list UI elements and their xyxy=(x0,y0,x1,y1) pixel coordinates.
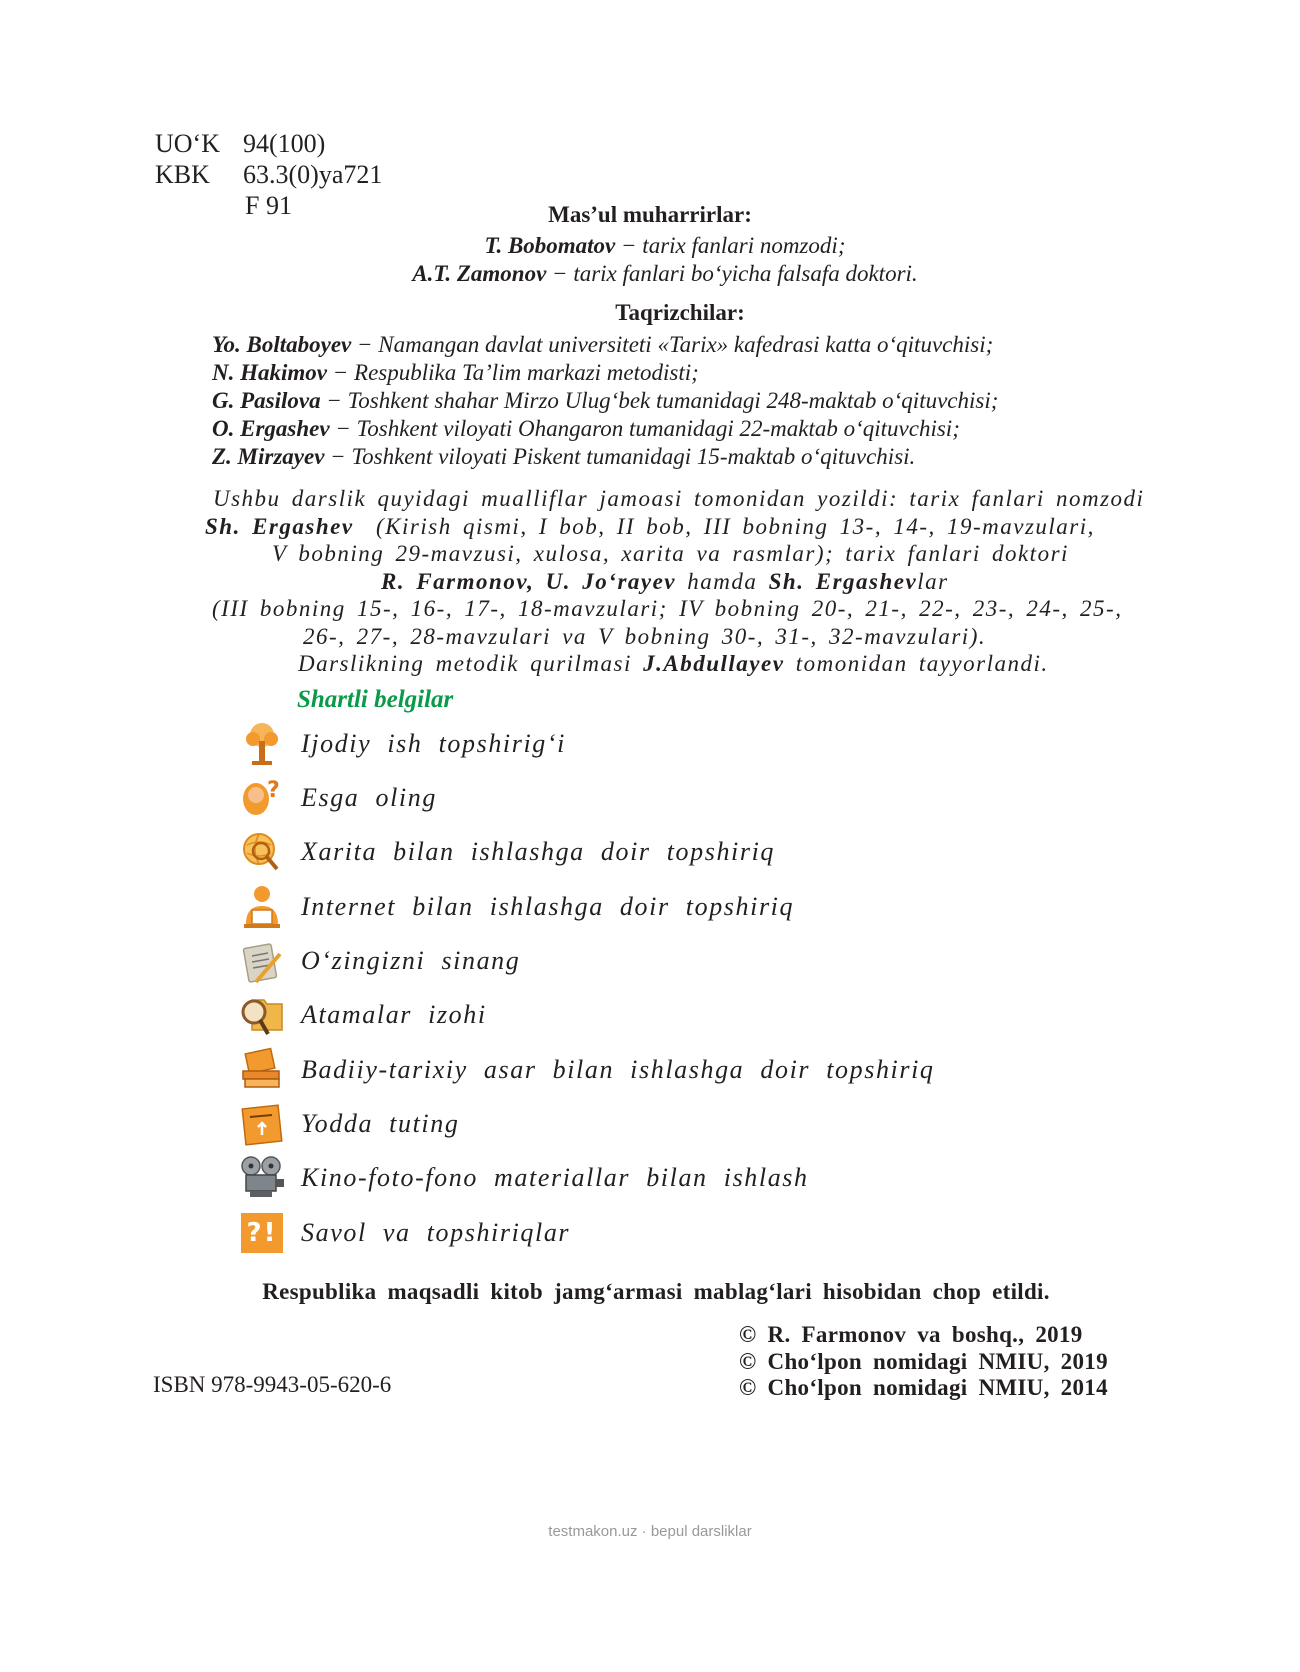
legend-item: Atamalar izohi xyxy=(236,991,487,1039)
authors-line-2: Sh. Ergashev (Kirish qismi, I bob, II bob, III bobning 13-, 14-, 19-mavzulari, xyxy=(205,513,1095,539)
reviewer-line: Yo. Boltaboyev − Namangan davlat universiteti «Tarix» kafedrasi katta o‘qituvchisi; xyxy=(212,332,994,357)
copyright-line: © Cho‘lpon nomidagi NMIU, 2019 xyxy=(739,1348,1108,1374)
books-icon xyxy=(236,1046,288,1094)
legend-item: Internet bilan ishlashga doir topshiriq xyxy=(236,883,794,931)
authors-line-6: 26-, 27-, 28-mavzulari va V bobning 30-, 31-, 32-mavzulari). xyxy=(303,623,987,649)
reviewer-line: G. Pasilova − Toshkent shahar Mirzo Ulug‘bek tumanidagi 248-maktab o‘qituvchisi; xyxy=(212,388,999,413)
editors-list xyxy=(0,232,1300,288)
legend-item: Xarita bilan ishlashga doir topshiriq xyxy=(236,828,775,876)
kbk-row: KBK 63.3(0)ya721 xyxy=(155,160,383,189)
authors-line-3: V bobning 29-mavzusi, xulosa, xarita va rasmlar); tarix fanlari doktori xyxy=(272,541,1069,566)
footer-watermark: testmakon.uz · bepul darsliklar xyxy=(548,1523,752,1540)
question-exclamation-icon: ?! xyxy=(236,1209,288,1257)
authors-line-7: Darslikning metodik qurilmasi J.Abdullayev tomonidan tayyorlandi. xyxy=(298,651,1049,676)
editors-heading: Mas’ul muharrirlar: xyxy=(548,202,752,227)
reviewer-line: Z. Mirzayev − Toshkent viloyati Piskent tumanidagi 15-maktab o‘qituvchisi. xyxy=(212,444,916,469)
internet-user-icon xyxy=(236,883,288,931)
editor-line: T. Bobomatov − tarix fanlari nomzodi; xyxy=(484,233,846,258)
reviewers-list xyxy=(212,331,998,471)
thinking-person-icon xyxy=(236,774,288,822)
clipboard-pencil-icon xyxy=(236,937,288,985)
legend-title: Shartli belgilar xyxy=(297,686,454,713)
legend-item: ? Esga oling xyxy=(236,774,437,822)
reviewers-heading: Taqrizchilar: xyxy=(615,300,745,325)
copyright-line: © Cho‘lpon nomidagi NMIU, 2014 xyxy=(739,1375,1108,1400)
isbn: ISBN 978-9943-05-620-6 xyxy=(153,1372,392,1397)
reviewer-line: O. Ergashev − Toshkent viloyati Ohangaron tumanidagi 22-maktab o‘qituvchisi; xyxy=(212,416,960,441)
editor-line: A.T. Zamonov − tarix fanlari bo‘yicha falsafa doktori. xyxy=(412,261,918,286)
folder-magnifier-icon xyxy=(236,991,288,1039)
tree-icon xyxy=(236,720,288,768)
authors-line-5: (III bobning 15-, 16-, 17-, 18-mavzulari; IV bobning 20-, 21-, 22-, 23-, 24-, 25-, xyxy=(212,596,1123,621)
film-projector-icon xyxy=(236,1154,288,1202)
legend-item: Yodda tuting xyxy=(236,1100,459,1148)
authors-line-4: R. Farmonov, U. Jo‘rayev hamda Sh. Ergashevlar xyxy=(381,568,949,594)
funding-note: Respublika maqsadli kitob jamg‘armasi mablag‘lari hisobidan chop etildi. xyxy=(262,1279,1050,1304)
legend-item: Badiiy-tarixiy asar bilan ishlashga doir topshiriq xyxy=(236,1046,935,1094)
copyright-line: © R. Farmonov va boshq., 2019 xyxy=(739,1322,1083,1347)
copyright-block xyxy=(739,1322,1108,1402)
svg-text:?: ? xyxy=(267,778,280,803)
legend-item: ?! Savol va topshiriqlar xyxy=(236,1209,570,1257)
globe-magnifier-icon xyxy=(236,828,288,876)
legend-item: Kino-foto-fono materiallar bilan ishlash xyxy=(236,1154,809,1202)
authors-line-1: Ushbu darslik quyidagi mualliflar jamoasi tomonidan yozildi: tarix fanlari nomzodi xyxy=(213,486,1145,511)
sticky-note-icon xyxy=(236,1100,288,1148)
uok-row: UO‘K 94(100) xyxy=(155,129,326,158)
authors-paragraph xyxy=(0,485,1300,678)
index-row: F 91 xyxy=(245,191,292,220)
legend-item: Ijodiy ish topshirig‘i xyxy=(236,720,566,768)
reviewer-line: N. Hakimov − Respublika Ta’lim markazi metodisti; xyxy=(212,360,699,385)
legend-item: O‘zingizni sinang xyxy=(236,937,520,985)
